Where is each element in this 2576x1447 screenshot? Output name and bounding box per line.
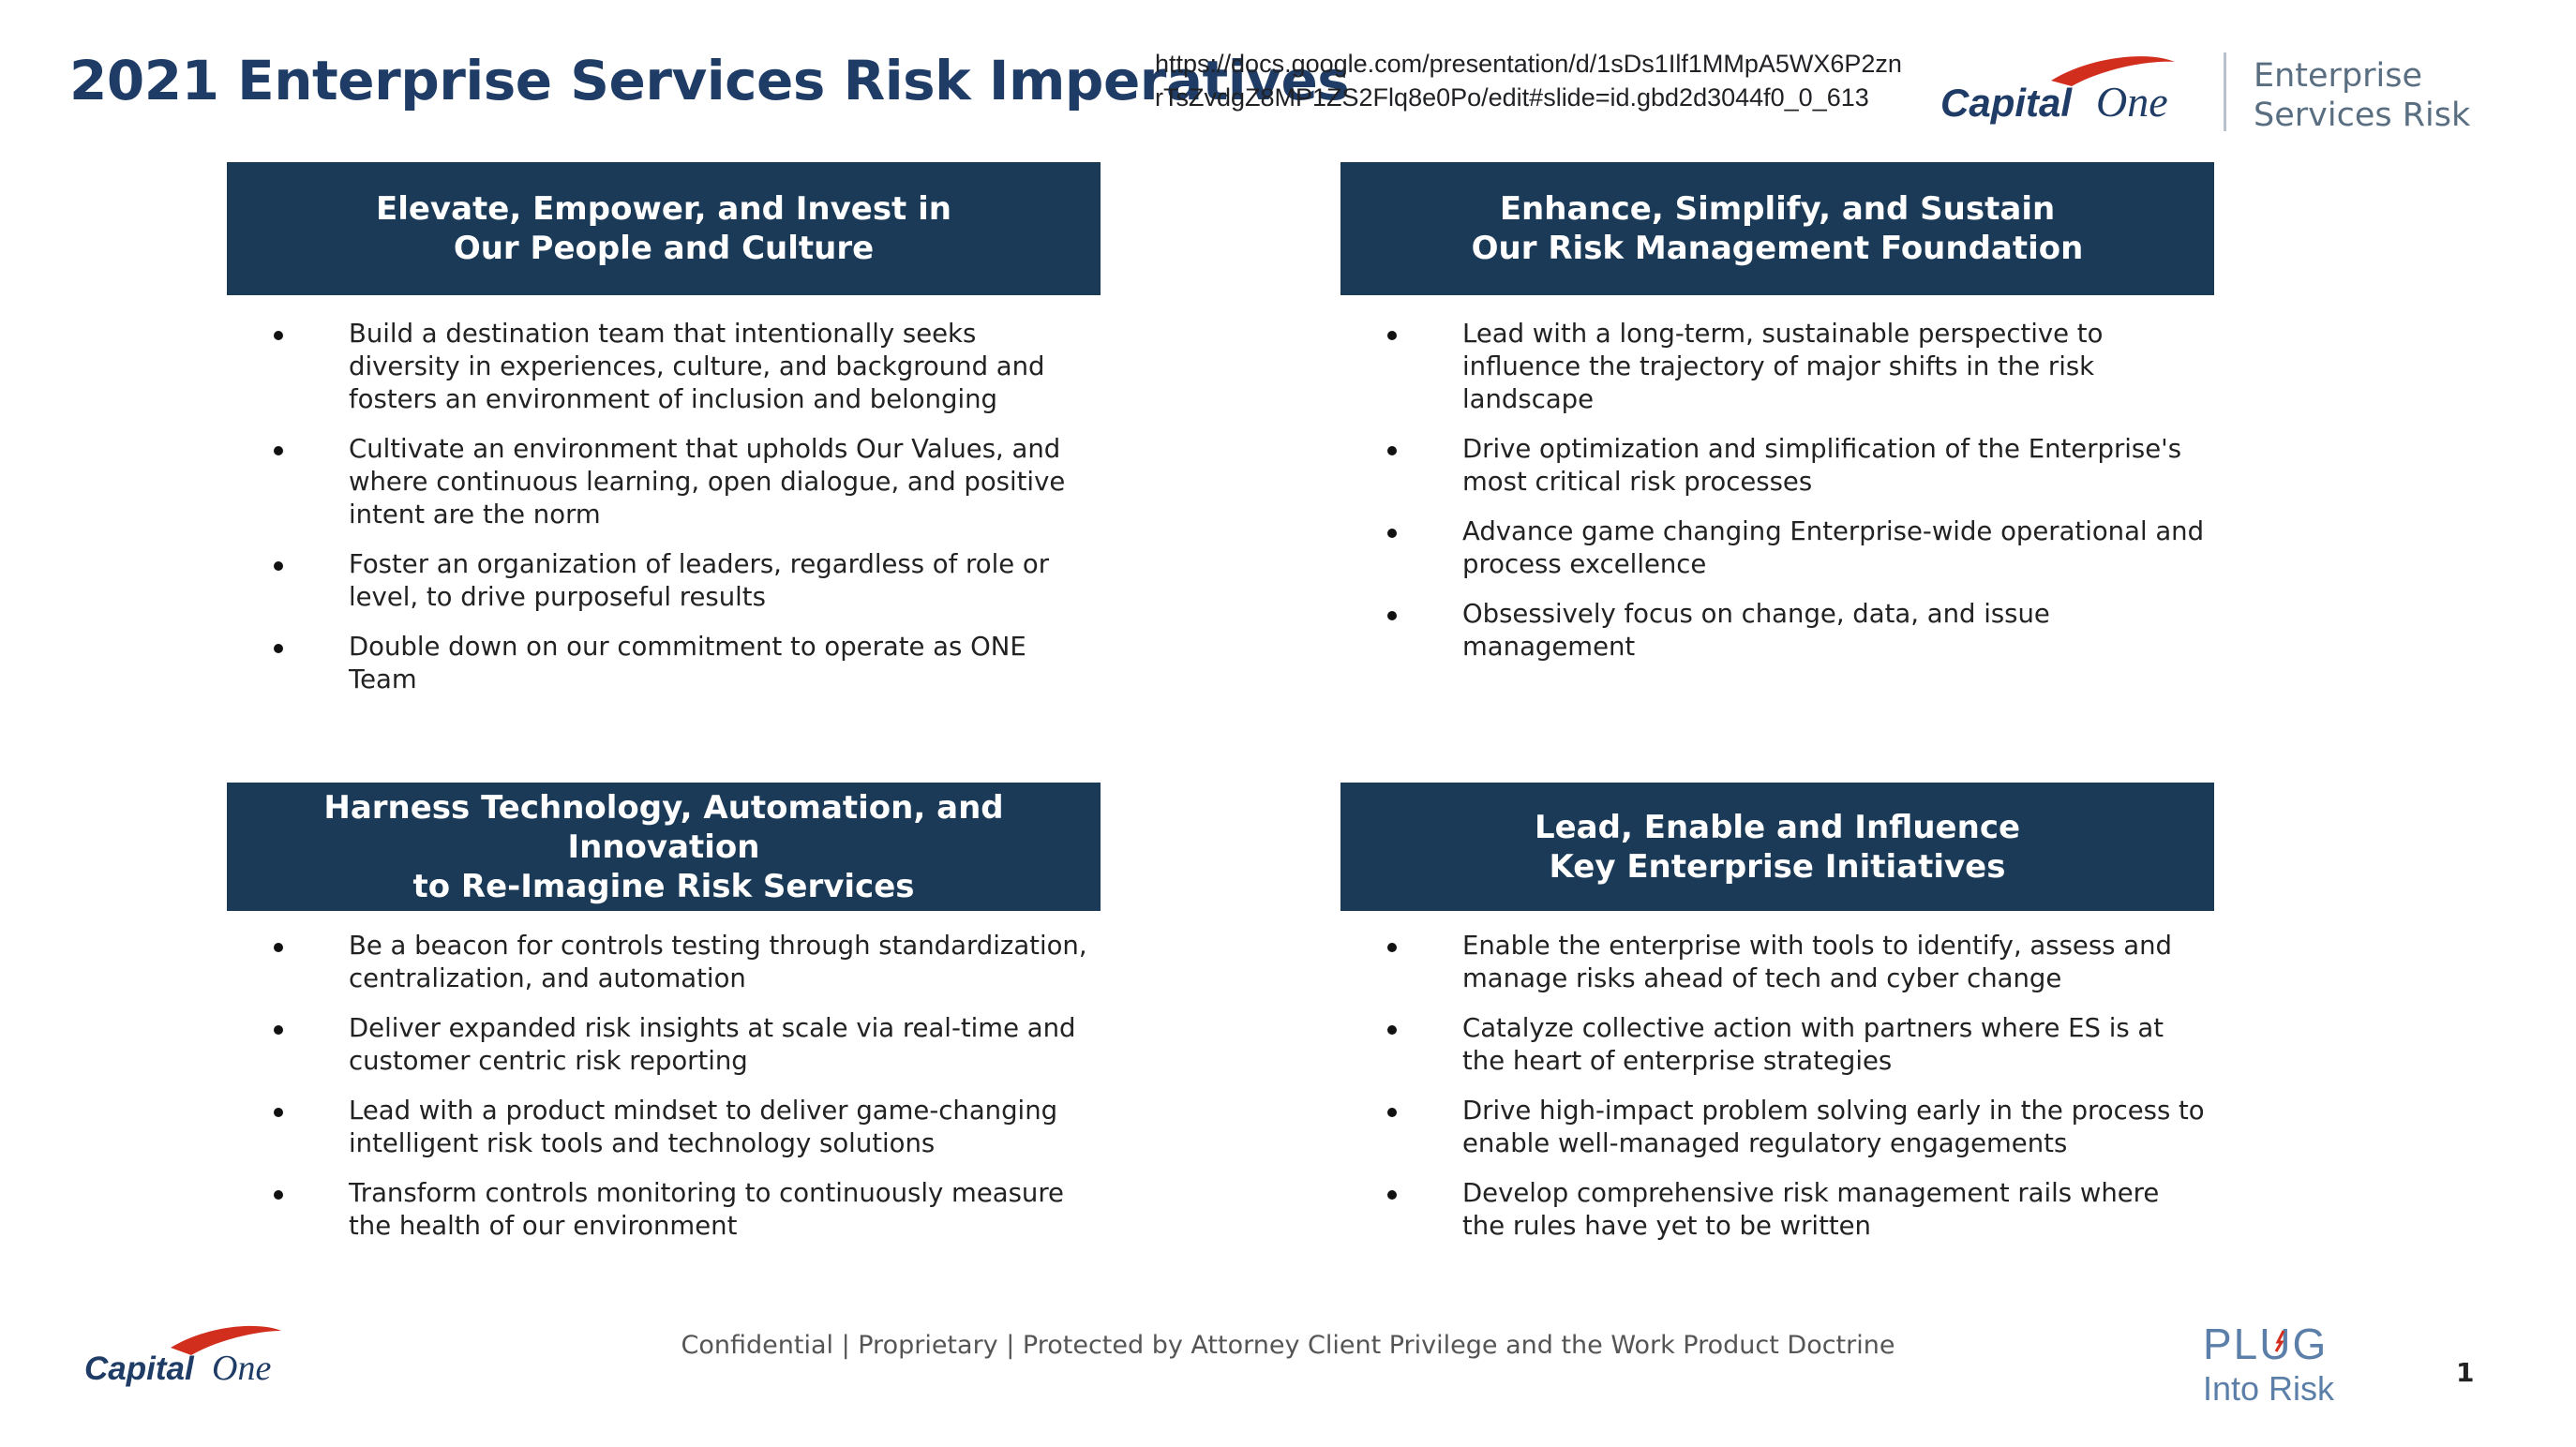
list-item bbox=[1340, 598, 2214, 664]
bullet-icon bbox=[274, 561, 283, 571]
logo-text-capital: Capital bbox=[1940, 81, 2073, 125]
list-item bbox=[1340, 318, 2214, 416]
panel-people-culture bbox=[227, 162, 1101, 713]
bullet-icon bbox=[274, 1025, 283, 1035]
list-item bbox=[227, 433, 1101, 531]
bullet-list bbox=[227, 930, 1101, 1243]
list-item bbox=[1340, 515, 2214, 581]
bullet-list bbox=[227, 318, 1101, 696]
bullet-icon bbox=[1387, 611, 1397, 620]
list-item bbox=[1340, 1177, 2214, 1243]
bullet-text: Develop comprehensive risk management rails where the rules have yet to be written bbox=[1462, 1178, 2160, 1241]
capital-one-logo bbox=[1940, 49, 2203, 139]
brand-line-1: Enterprise bbox=[2254, 57, 2423, 95]
panel-title-line-1: Enhance, Simplify, and Sustain bbox=[1499, 190, 2056, 228]
bullet-icon bbox=[1387, 943, 1397, 952]
bullet-icon bbox=[274, 644, 283, 653]
bullet-text: Double down on our commitment to operate as ONE Team bbox=[349, 632, 1026, 694]
bullet-list bbox=[1340, 930, 2214, 1243]
panel-header bbox=[1340, 783, 2214, 911]
panel-title-line-1: Harness Technology, Automation, and Innovation bbox=[323, 788, 1004, 866]
panel-title-line-2: Our People and Culture bbox=[453, 230, 875, 267]
bullet-text: Catalyze collective action with partners where ES is at the heart of enterprise strategies bbox=[1462, 1013, 2164, 1076]
list-item bbox=[1340, 1095, 2214, 1160]
bullet-icon bbox=[1387, 1190, 1397, 1200]
brand-divider bbox=[2224, 52, 2226, 131]
bullet-text: Drive optimization and simplification of the Enterprise's most critical risk processes bbox=[1462, 434, 2182, 497]
list-item bbox=[1340, 1012, 2214, 1078]
bullet-text: Advance game changing Enterprise-wide operational and process excellence bbox=[1462, 516, 2205, 579]
logo-text-one: One bbox=[212, 1349, 272, 1388]
panel-title-line-1: Lead, Enable and Influence bbox=[1534, 808, 2021, 846]
bullet-icon bbox=[1387, 331, 1397, 340]
list-item bbox=[227, 548, 1101, 614]
page-number: 1 bbox=[2456, 1357, 2475, 1388]
bullet-icon bbox=[274, 1190, 283, 1200]
bullet-text: Deliver expanded risk insights at scale via real-time and customer centric risk reporting bbox=[349, 1013, 1076, 1076]
bullet-icon bbox=[1387, 1108, 1397, 1117]
bullet-text: Obsessively focus on change, data, and issue management bbox=[1462, 599, 2050, 662]
bullet-text: Lead with a long-term, sustainable perspective to influence the trajectory of major shifts in the risk landscape bbox=[1462, 319, 2104, 414]
presentation-url[interactable]: https://docs.google.com/presentation/d/1sDs1Ilf1MMpA5WX6P2znrTsZvdgZ8MP1ZS2Flq8e0Po/edit#slide=id.gbd2d3044f0_0_613 bbox=[1155, 50, 1902, 112]
bullet-icon bbox=[1387, 529, 1397, 538]
panel-header bbox=[227, 162, 1101, 295]
bullet-icon bbox=[274, 1108, 283, 1117]
list-item bbox=[227, 1012, 1101, 1078]
panel-title-line-2: Key Enterprise Initiatives bbox=[1549, 847, 2006, 886]
panel-technology-automation bbox=[227, 783, 1101, 1260]
panel-title-line-1: Elevate, Empower, and Invest in bbox=[375, 190, 952, 228]
bullet-list bbox=[1340, 318, 2214, 664]
bullet-icon bbox=[274, 331, 283, 340]
bullet-text: Foster an organization of leaders, regardless of role or level, to drive purposeful results bbox=[349, 549, 1050, 612]
bullet-text: Build a destination team that intentionally seeks diversity in experiences, culture, and background and fosters an environment of inclusion and belonging bbox=[349, 319, 1045, 414]
panel-header bbox=[1340, 162, 2214, 295]
brand-line-2: Services Risk bbox=[2254, 97, 2471, 134]
list-item bbox=[227, 631, 1101, 696]
list-item bbox=[227, 1095, 1101, 1160]
brand-name bbox=[2254, 56, 2470, 135]
bullet-text: Enable the enterprise with tools to identify, assess and manage risks ahead of tech and cyber change bbox=[1462, 931, 2172, 993]
list-item bbox=[227, 1177, 1101, 1243]
bullet-text: Drive high-impact problem solving early in the process to enable well-managed regulatory engagements bbox=[1462, 1096, 2205, 1158]
confidential-notice: Confidential | Proprietary | Protected by Attorney Client Privilege and the Work Product Doctrine bbox=[681, 1331, 1895, 1360]
plug-logo-line-1: PLUG bbox=[2203, 1320, 2329, 1368]
bullet-icon bbox=[274, 943, 283, 952]
bullet-text: Be a beacon for controls testing through standardization, centralization, and automation bbox=[349, 931, 1087, 993]
panel-risk-foundation bbox=[1340, 162, 2214, 680]
bullet-icon bbox=[1387, 446, 1397, 455]
bullet-text: Lead with a product mindset to deliver game-changing intelligent risk tools and technology solutions bbox=[349, 1096, 1058, 1158]
logo-text-one: One bbox=[2096, 78, 2168, 126]
bullet-icon bbox=[274, 446, 283, 455]
list-item bbox=[227, 930, 1101, 995]
panel-header bbox=[227, 783, 1101, 911]
bullet-icon bbox=[1387, 1025, 1397, 1035]
logo-text-capital: Capital bbox=[84, 1350, 194, 1387]
list-item bbox=[1340, 433, 2214, 499]
panel-title-line-2: Our Risk Management Foundation bbox=[1471, 230, 2084, 267]
panel-enterprise-initiatives bbox=[1340, 783, 2214, 1260]
list-item bbox=[1340, 930, 2214, 995]
plug-into-risk-logo bbox=[2203, 1318, 2381, 1408]
plug-logo-line-2: Into Risk bbox=[2203, 1369, 2335, 1408]
bullet-text: Transform controls monitoring to continuously measure the health of our environment bbox=[349, 1178, 1064, 1241]
panel-title-line-2: to Re-Imagine Risk Services bbox=[412, 867, 915, 905]
page-title: 2021 Enterprise Services Risk Imperatives bbox=[69, 49, 1350, 112]
list-item bbox=[227, 318, 1101, 416]
bullet-text: Cultivate an environment that upholds Our Values, and where continuous learning, open dialogue, and positive intent are the norm bbox=[349, 434, 1066, 530]
